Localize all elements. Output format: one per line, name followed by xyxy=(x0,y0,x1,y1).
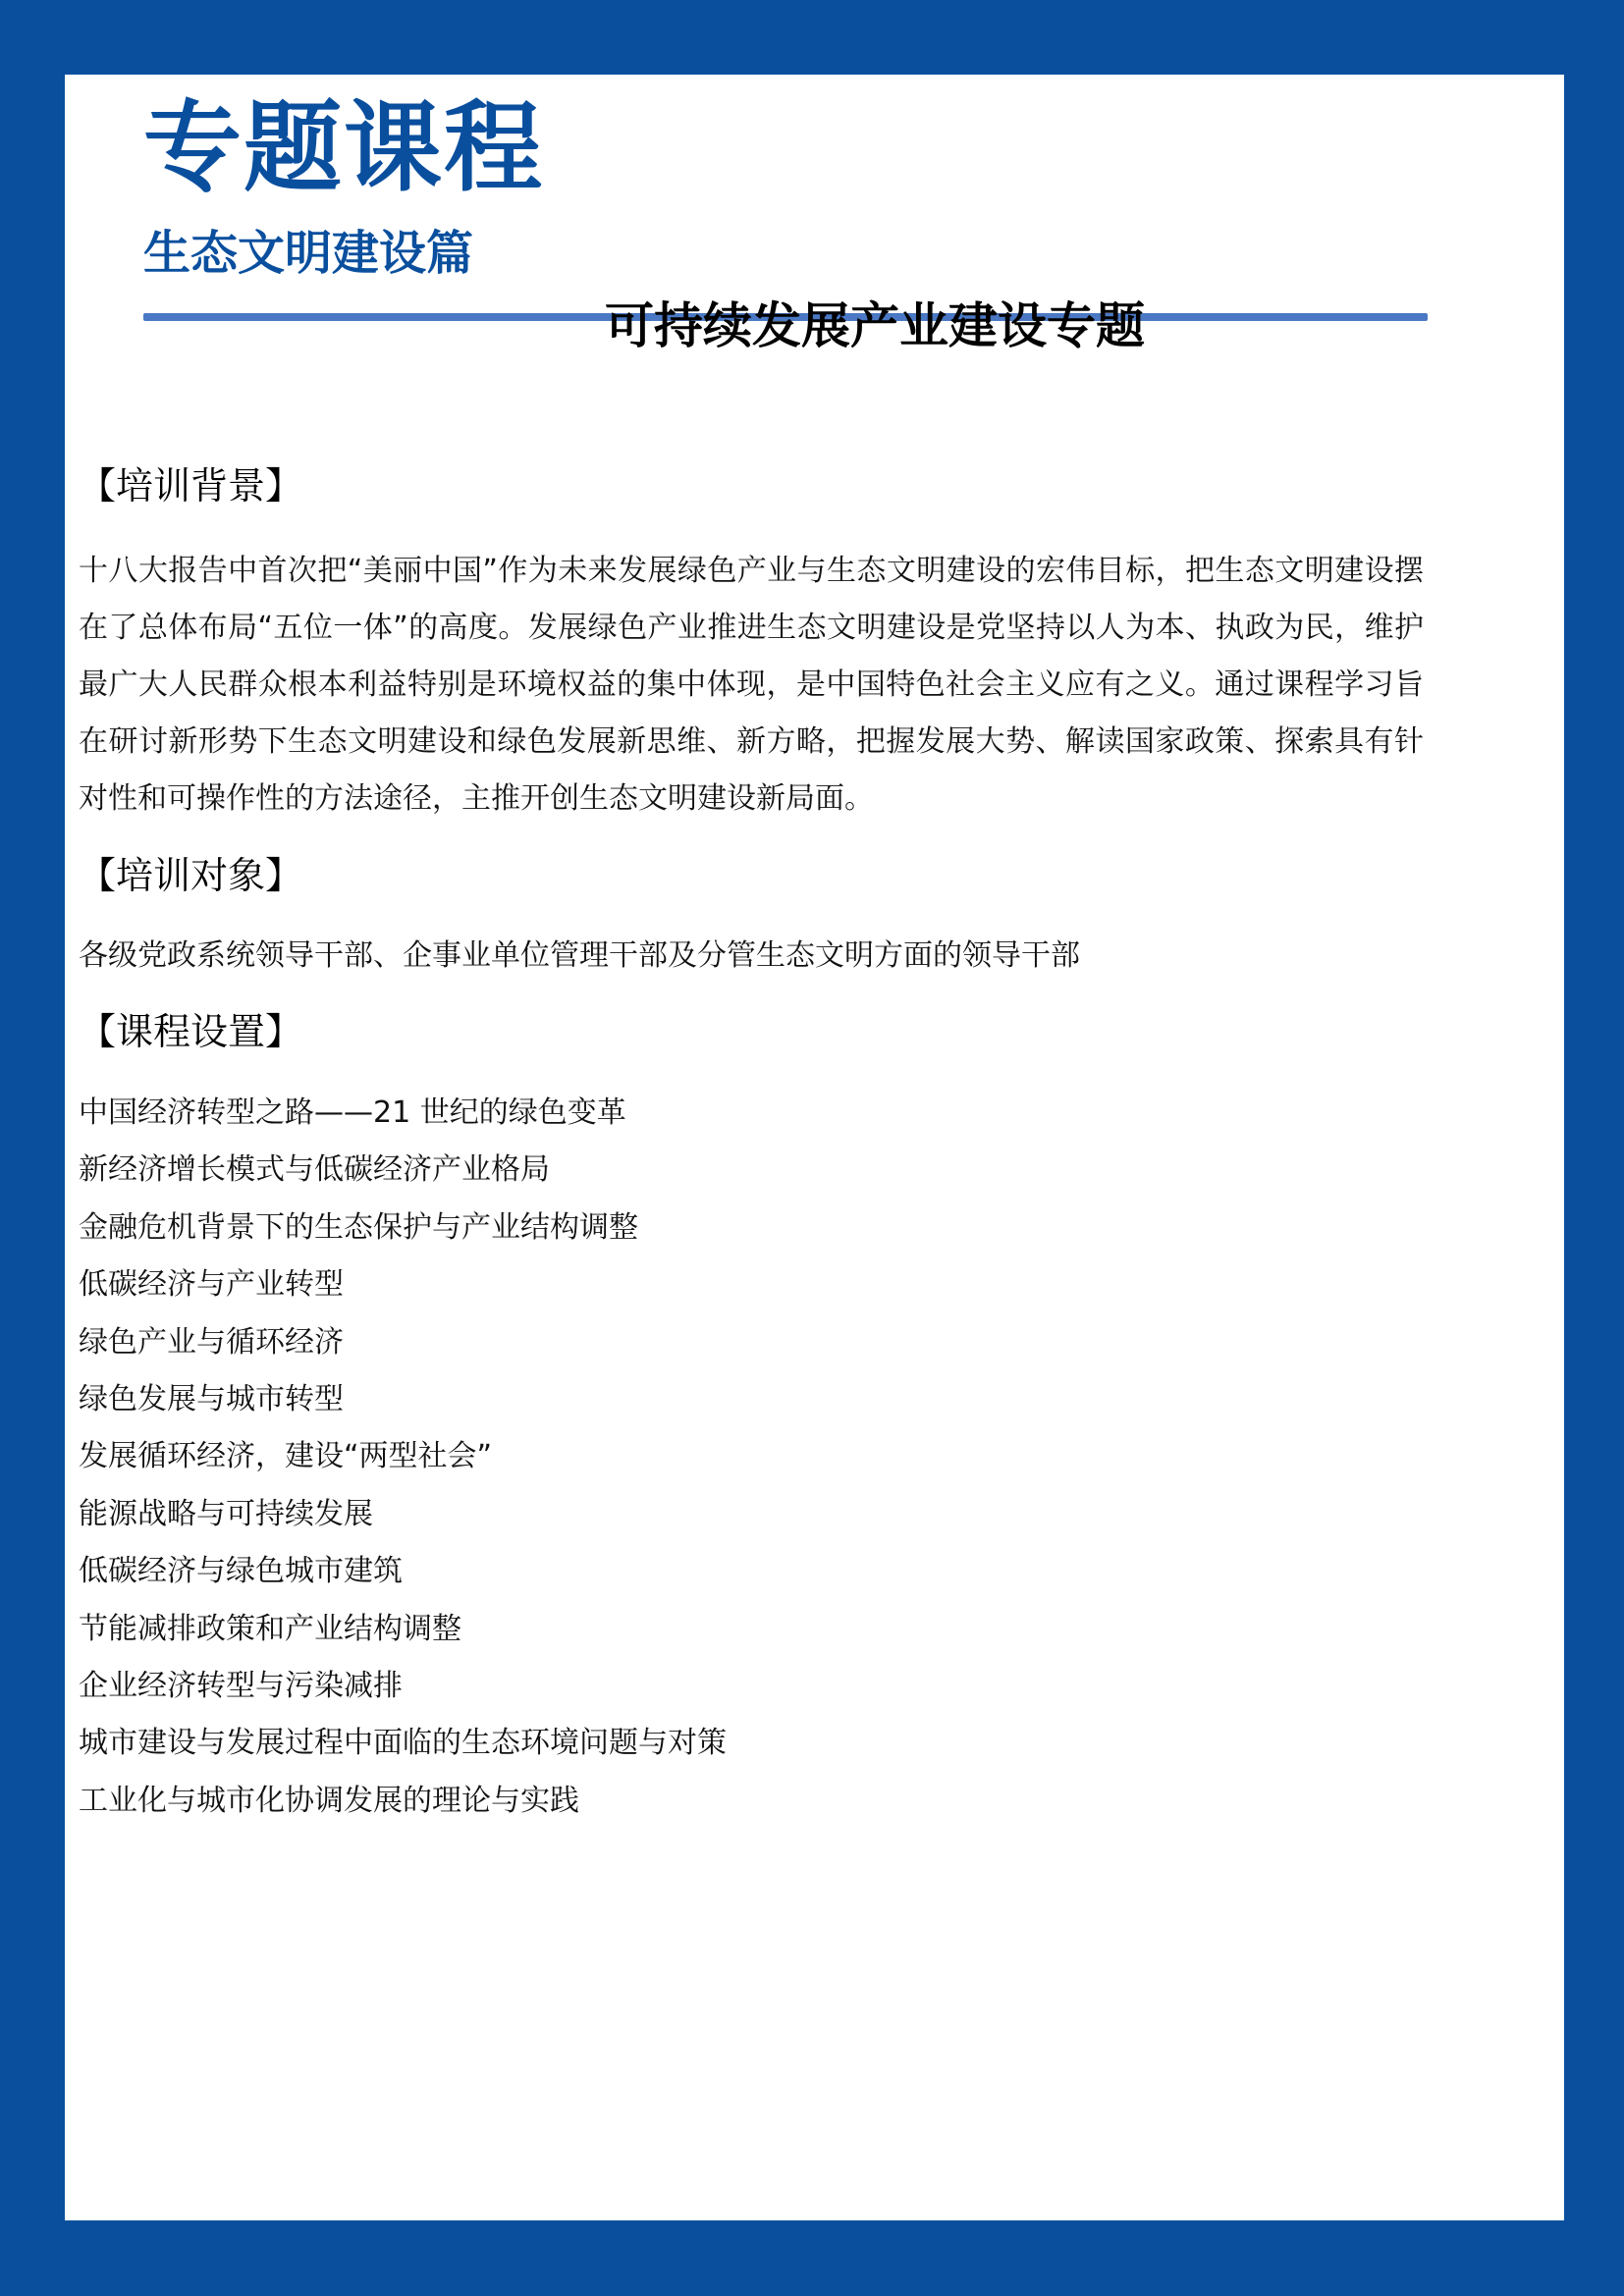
audience-heading: 【培训对象】 xyxy=(79,854,303,897)
audience-paragraph: 各级党政系统领导干部、企事业单位管理干部及分管生态文明方面的领导干部 xyxy=(79,938,1080,973)
page-frame-top xyxy=(0,0,1624,75)
page-frame-bottom xyxy=(0,2220,1624,2296)
course-list xyxy=(79,1085,727,1830)
course-item: 新经济增长模式与低碳经济产业格局 xyxy=(79,1152,550,1188)
course-item: 能源战略与可持续发展 xyxy=(79,1496,373,1531)
course-item: 绿色发展与城市转型 xyxy=(79,1382,344,1417)
course-item: 企业经济转型与污染减排 xyxy=(79,1669,403,1704)
course-item: 金融危机背景下的生态保护与产业结构调整 xyxy=(79,1209,638,1245)
background-heading: 【培训背景】 xyxy=(79,464,303,507)
course-item: 低碳经济与产业转型 xyxy=(79,1267,344,1303)
course-item: 中国经济转型之路——21 世纪的绿色变革 xyxy=(79,1095,626,1130)
course-item: 低碳经济与绿色城市建筑 xyxy=(79,1554,403,1589)
main-title: 专题课程 xyxy=(143,90,544,205)
topic-title: 可持续发展产业建设专题 xyxy=(605,297,1145,354)
topic-title-wrap xyxy=(0,294,1624,357)
courses-heading: 【课程设置】 xyxy=(79,1010,303,1053)
course-item: 工业化与城市化协调发展的理论与实践 xyxy=(79,1783,579,1818)
course-item: 节能减排政策和产业结构调整 xyxy=(79,1611,461,1646)
sub-title: 生态文明建设篇 xyxy=(143,226,474,281)
course-item: 发展循环经济，建设“两型社会” xyxy=(79,1439,493,1474)
background-paragraph: 十八大报告中首次把“美丽中国”作为未来发展绿色产业与生态文明建设的宏伟目标，把生态文明建设摆在了总体布局“五位一体”的高度。发展绿色产业推进生态文明建设是党坚持以人为本、执政为民，维护最广大人民群众根本利益特别是环境权益的集中体现，是中国特色社会主义应有之义。通过课程学习旨在研讨新形势下生态文明建设和绿色发展新思维、新方略，把握发展大势、解读国家政策、探索具有针对性和可操作性的方法途径，主推开创生态文明建设新局面。 xyxy=(79,554,1424,816)
course-item: 城市建设与发展过程中面临的生态环境问题与对策 xyxy=(79,1726,727,1761)
course-item: 绿色产业与循环经济 xyxy=(79,1324,344,1360)
